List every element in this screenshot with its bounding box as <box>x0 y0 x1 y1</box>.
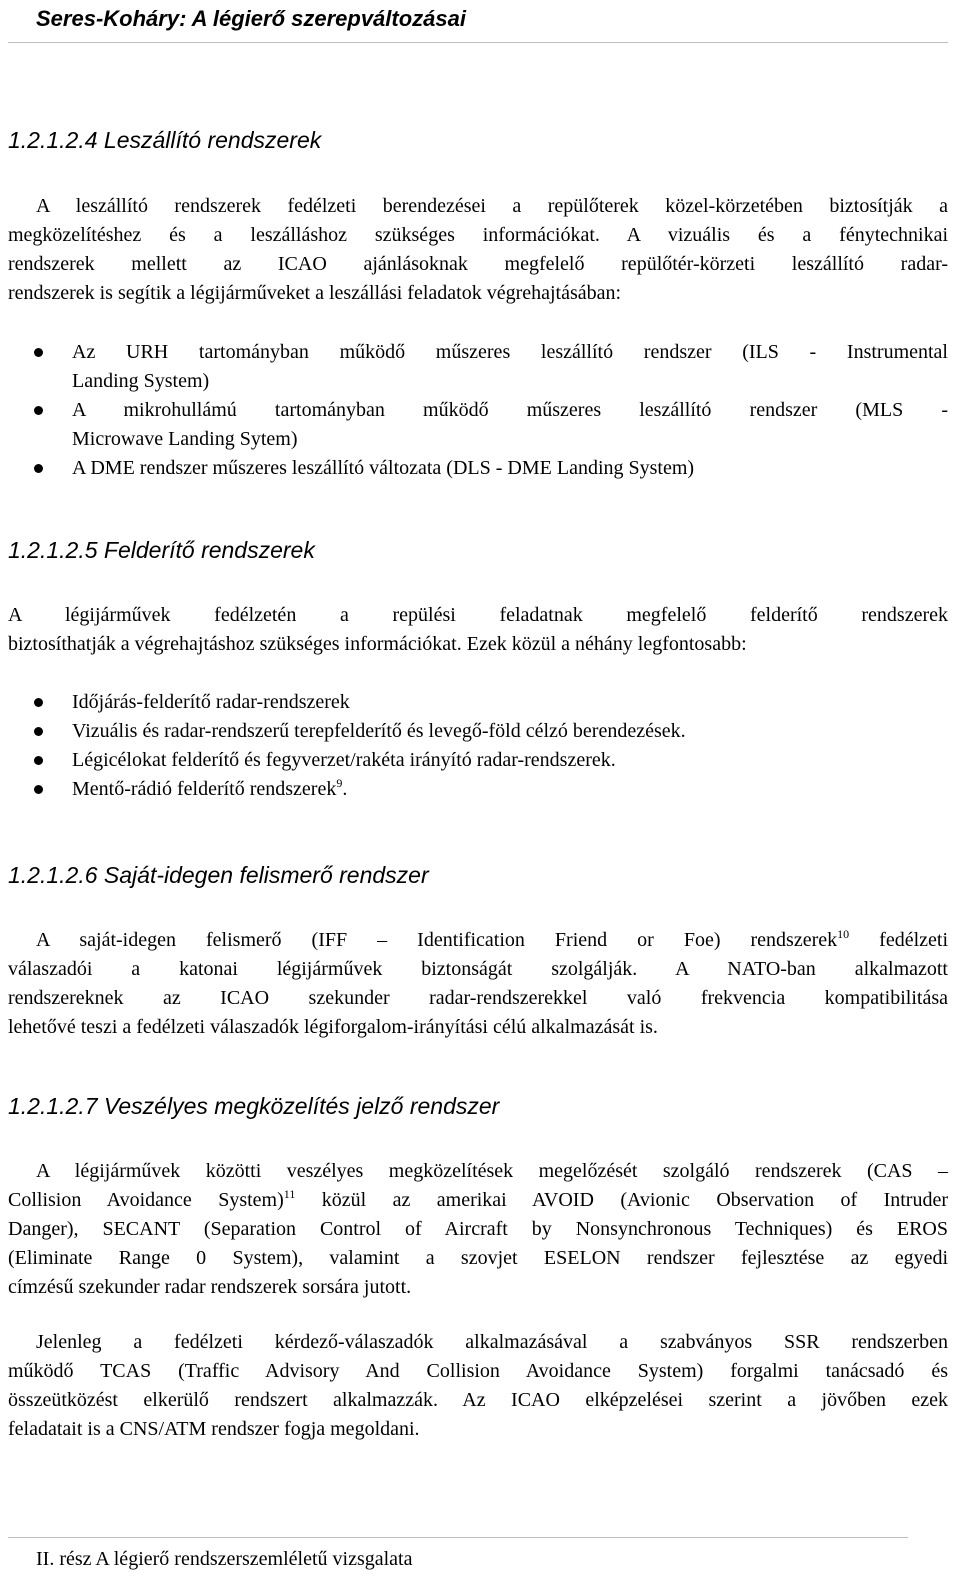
section-heading-iff: 1.2.1.2.6 Saját-idegen felismerő rendszer <box>8 862 429 888</box>
list-item-line: Időjárás-felderítő radar-rendszerek <box>72 691 350 713</box>
paragraph-line: Jelenleg a fedélzeti kérdező-válaszadók alkalmazásával a szabványos SSR rendszerben <box>36 1331 948 1353</box>
bullet-icon <box>34 785 43 794</box>
list-item <box>8 338 948 396</box>
footer-divider <box>8 1537 908 1538</box>
footnote-ref: 11 <box>283 1187 296 1201</box>
list-item-line: A mikrohullámú tartományban működő műszeres leszállító rendszer (MLS - <box>72 399 948 421</box>
footnote-ref: 10 <box>837 927 850 941</box>
paragraph-line: A légijárművek fedélzetén a repülési feladatnak megfelelő felderítő rendszerek <box>8 604 948 626</box>
paragraph-tcas <box>8 1328 948 1444</box>
paragraph-felderito <box>8 601 948 659</box>
line-text: A saját-idegen felismerő (IFF – Identification Friend or Foe) rendszerek <box>36 929 838 951</box>
list-item-line: Vizuális és radar-rendszerű terepfelderítő és levegő-föld célzó berendezések. <box>72 720 686 742</box>
list-item-line: A DME rendszer műszeres leszállító változata (DLS - DME Landing System) <box>72 457 695 479</box>
list-item <box>8 746 948 775</box>
paragraph-line: válaszadói a katonai légijárművek biztonságát szolgálják. A NATO-ban alkalmazott <box>8 958 948 980</box>
footnote-ref: 9 <box>336 776 343 790</box>
paragraph-line: A leszállító rendszerek fedélzeti berendezései a repülőterek közel-körzetében biztosítják a <box>36 195 948 217</box>
paragraph-line: működő TCAS (Traffic Advisory And Collision Avoidance System) forgalmi tanácsadó és <box>8 1360 948 1382</box>
paragraph-line: feladatait is a CNS/ATM rendszer fogja megoldani. <box>8 1418 420 1440</box>
list-item-tail: . <box>342 778 348 800</box>
bullet-icon <box>34 348 43 357</box>
list-item <box>8 688 948 717</box>
header-divider <box>8 42 948 43</box>
list-item-line: Landing System) <box>72 370 210 392</box>
bullet-icon <box>34 406 43 415</box>
paragraph-cas <box>8 1157 948 1302</box>
paragraph-line: A légijárművek közötti veszélyes megközelítések megelőzését szolgáló rendszerek (CAS – <box>36 1160 948 1182</box>
bullet-icon <box>34 756 43 765</box>
bullet-icon <box>34 464 43 473</box>
paragraph-line: Danger), SECANT (Separation Control of Aircraft by Nonsynchronous Techniques) és EROS <box>8 1218 948 1240</box>
list-item <box>8 396 948 454</box>
running-footer: II. rész A légierő rendszerszemléletű vizsgalata <box>36 1548 413 1570</box>
paragraph-line: megközelítéshez és a leszálláshoz szükséges információkat. A vizuális és a fénytechnikai <box>8 224 948 246</box>
paragraph-line: (Eliminate Range 0 System), valamint a szovjet ESELON rendszer fejlesztése az egyedi <box>8 1247 948 1269</box>
list-item <box>8 717 948 746</box>
paragraph-line: rendszereknek az ICAO szekunder radar-rendszerekkel való frekvencia kompatibilitása <box>8 987 948 1009</box>
paragraph-line <box>8 1186 948 1215</box>
list-item <box>8 775 948 804</box>
bullet-list-leszallito <box>8 338 948 483</box>
line-text: fedélzeti <box>849 929 949 951</box>
line-text: Collision Avoidance System) <box>8 1189 284 1211</box>
line-text: közül az amerikai AVOID (Avionic Observation of Intruder <box>295 1189 948 1211</box>
paragraph-line: összeütközést elkerülő rendszert alkalmazzák. Az ICAO elképzelései szerint a jövőben ezek <box>8 1389 948 1411</box>
list-item-text: Mentő-rádió felderítő rendszerek <box>72 778 337 800</box>
paragraph-leszallito <box>8 192 948 308</box>
paragraph-line: rendszerek is segítik a légijárműveket a leszállási feladatok végrehajtásában: <box>8 282 622 304</box>
paragraph-line: címzésű szekunder radar rendszerek sorsára jutott. <box>8 1276 412 1298</box>
bullet-list-felderito <box>8 688 948 804</box>
list-item-line: Az URH tartományban működő műszeres leszállító rendszer (ILS - Instrumental <box>72 341 948 363</box>
list-item-line <box>72 775 948 804</box>
list-item <box>8 454 948 483</box>
section-heading-cas: 1.2.1.2.7 Veszélyes megközelítés jelző rendszer <box>8 1093 500 1119</box>
list-item-line: Microwave Landing Sytem) <box>72 428 298 450</box>
running-header: Seres-Koháry: A légierő szerepváltozásai <box>36 6 466 31</box>
bullet-icon <box>34 727 43 736</box>
section-heading-felderito: 1.2.1.2.5 Felderítő rendszerek <box>8 537 315 563</box>
paragraph-line <box>8 926 948 955</box>
paragraph-line: rendszerek mellett az ICAO ajánlásoknak megfelelő repülőtér-körzeti leszállító radar- <box>8 253 948 275</box>
section-heading-leszallito: 1.2.1.2.4 Leszállító rendszerek <box>8 127 322 153</box>
list-item-line: Légicélokat felderítő és fegyverzet/rakéta irányító radar-rendszerek. <box>72 749 616 771</box>
paragraph-line: lehetővé teszi a fedélzeti válaszadók légiforgalom-irányítási célú alkalmazását is. <box>8 1016 658 1038</box>
paragraph-iff <box>8 926 948 1042</box>
paragraph-line: biztosíthatják a végrehajtáshoz szükséges információkat. Ezek közül a néhány legfontosabb: <box>8 633 747 655</box>
bullet-icon <box>34 698 43 707</box>
